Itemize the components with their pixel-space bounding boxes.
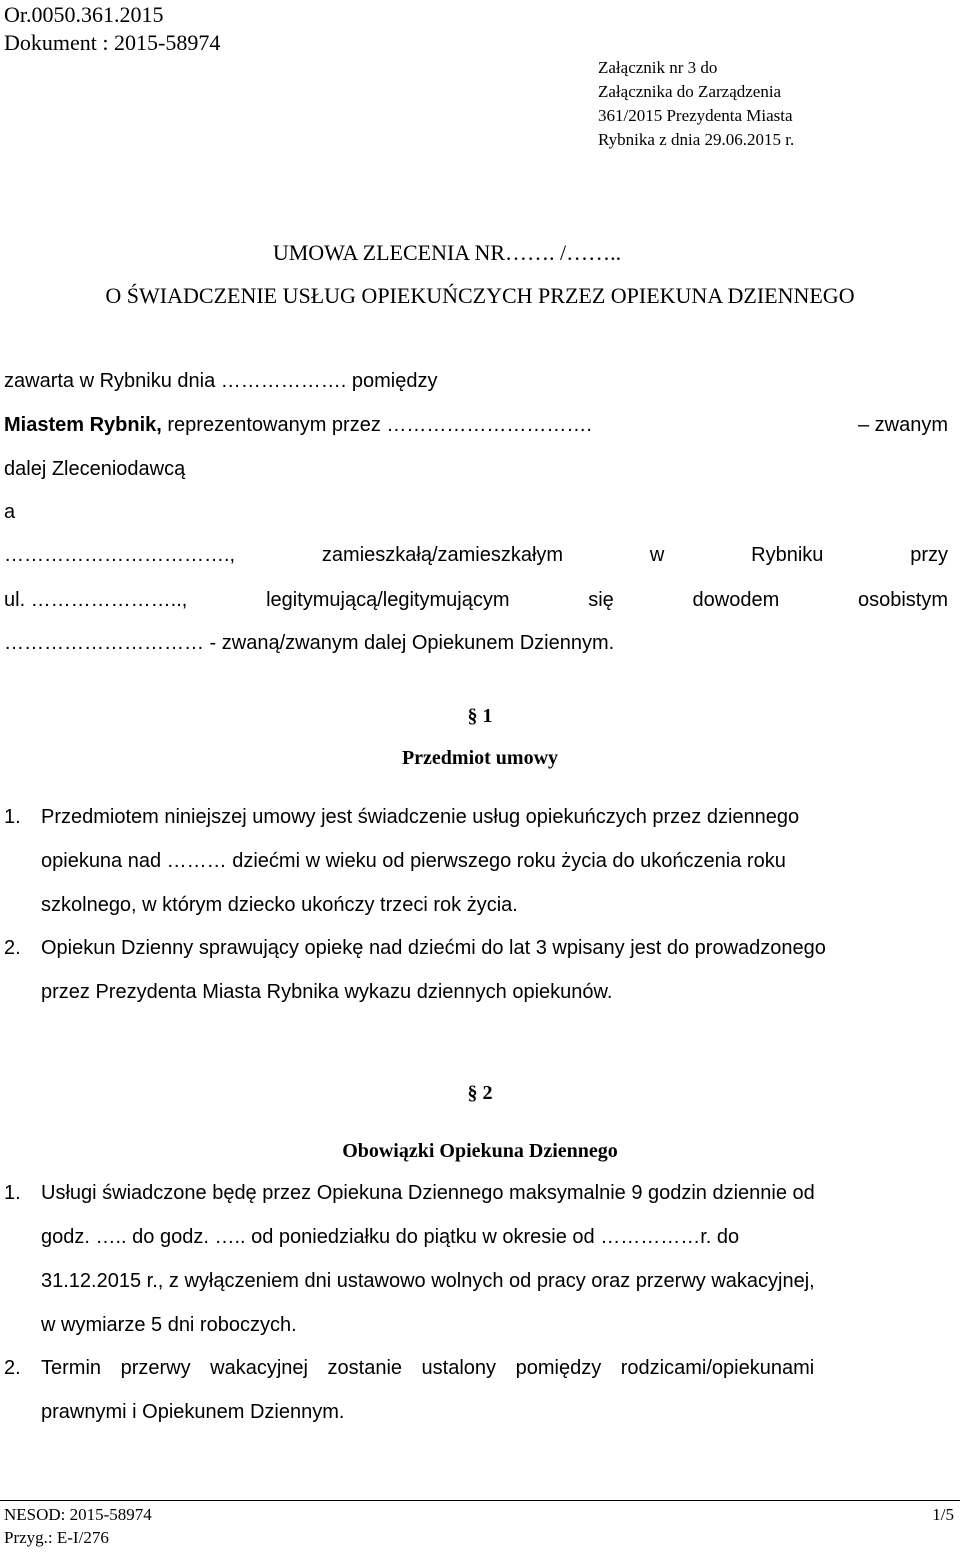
document-reference: Or.0050.361.2015 (4, 2, 164, 27)
document-number: Dokument : 2015-58974 (4, 30, 221, 55)
sec1-item-2-line-2: przez Prezydenta Miasta Rybnika wykazu dziennych opiekunów. (41, 981, 613, 1003)
sec1-item-2-number: 2. (4, 937, 21, 959)
section-2-mark: § 2 (467, 1082, 493, 1104)
annex-line-4: Rybnika z dnia 29.06.2015 r. (598, 130, 795, 149)
annex-line-2: Załącznika do Zarządzenia (598, 82, 782, 101)
intro-line-5: ……………………………., zamieszkałą/zamieszkałym w Rybniku przy (4, 544, 948, 566)
page-number: 1/5 (932, 1505, 954, 1524)
sec2-item-1-line-2: godz. ….. do godz. ….. od poniedziałku do piątku w okresie od ……………r. do (41, 1226, 740, 1248)
party-city-name: Miastem Rybnik, reprezentowanym przez …………………………. (4, 414, 592, 436)
intro-line-2 (4, 414, 948, 437)
annex-line-1: Załącznik nr 3 do (598, 58, 718, 77)
section-1-mark: § 1 (467, 705, 493, 727)
annex-line-3: 361/2015 Prezydenta Miasta (598, 106, 793, 125)
contract-title-line-1: UMOWA ZLECENIA NR……. /…….. (272, 240, 622, 265)
sec1-item-1-line-2: opiekuna nad ……… dziećmi w wieku od pierwszego roku życia do ukończenia roku (41, 850, 786, 872)
contract-title (0, 240, 960, 266)
intro-line-4: a (4, 501, 16, 523)
zwanym-label: – zwanym (857, 414, 948, 436)
footer-divider (0, 1500, 960, 1501)
section-2-heading: Obowiązki Opiekuna Dziennego (342, 1140, 618, 1162)
sec1-item-2-line-1: Opiekun Dzienny sprawujący opiekę nad dziećmi do lat 3 wpisany jest do prowadzonego (41, 937, 826, 959)
section-1-heading: Przedmiot umowy (401, 747, 559, 769)
intro-line-1: zawarta w Rybniku dnia ………………. pomiędzy (4, 370, 438, 392)
sec2-item-2-number: 2. (4, 1357, 21, 1379)
intro-line-7: ………………………… - zwaną/zwanym dalej Opiekunem Dziennym. (4, 632, 615, 654)
sec2-item-2-line-1: Termin przerwy wakacyjnej zostanie ustalony pomiędzy rodzicami/opiekunami (41, 1357, 815, 1379)
intro-line-6: ul. ………………….., legitymującą/legitymującym się dowodem osobistym (4, 589, 948, 611)
contract-subtitle: O ŚWIADCZENIE USŁUG OPIEKUŃCZYCH PRZEZ OPIEKUNA DZIENNEGO (105, 283, 855, 308)
sec2-item-1-number: 1. (4, 1182, 21, 1204)
sec1-item-1-line-1: Przedmiotem niniejszej umowy jest świadczenie usług opiekuńczych przez dziennego (41, 806, 800, 828)
intro-line-3: dalej Zleceniodawcą (4, 458, 186, 480)
sec1-item-1-line-3: szkolnego, w którym dziecko ukończy trzeci rok życia. (41, 894, 518, 916)
sec2-item-2-line-2: prawnymi i Opiekunem Dziennym. (41, 1401, 345, 1423)
footer-prepared-by: Przyg.: E-I/276 (4, 1528, 109, 1547)
sec2-item-1-line-3: 31.12.2015 r., z wyłączeniem dni ustawowo wolnych od pracy oraz przerwy wakacyjnej, (41, 1270, 815, 1292)
sec1-item-1-number: 1. (4, 806, 21, 828)
footer-nesod: NESOD: 2015-58974 (4, 1505, 152, 1524)
sec2-item-1-line-4: w wymiarze 5 dni roboczych. (41, 1314, 297, 1336)
sec2-item-1-line-1: Usługi świadczone będę przez Opiekuna Dziennego maksymalnie 9 godzin dziennie od (41, 1182, 815, 1204)
